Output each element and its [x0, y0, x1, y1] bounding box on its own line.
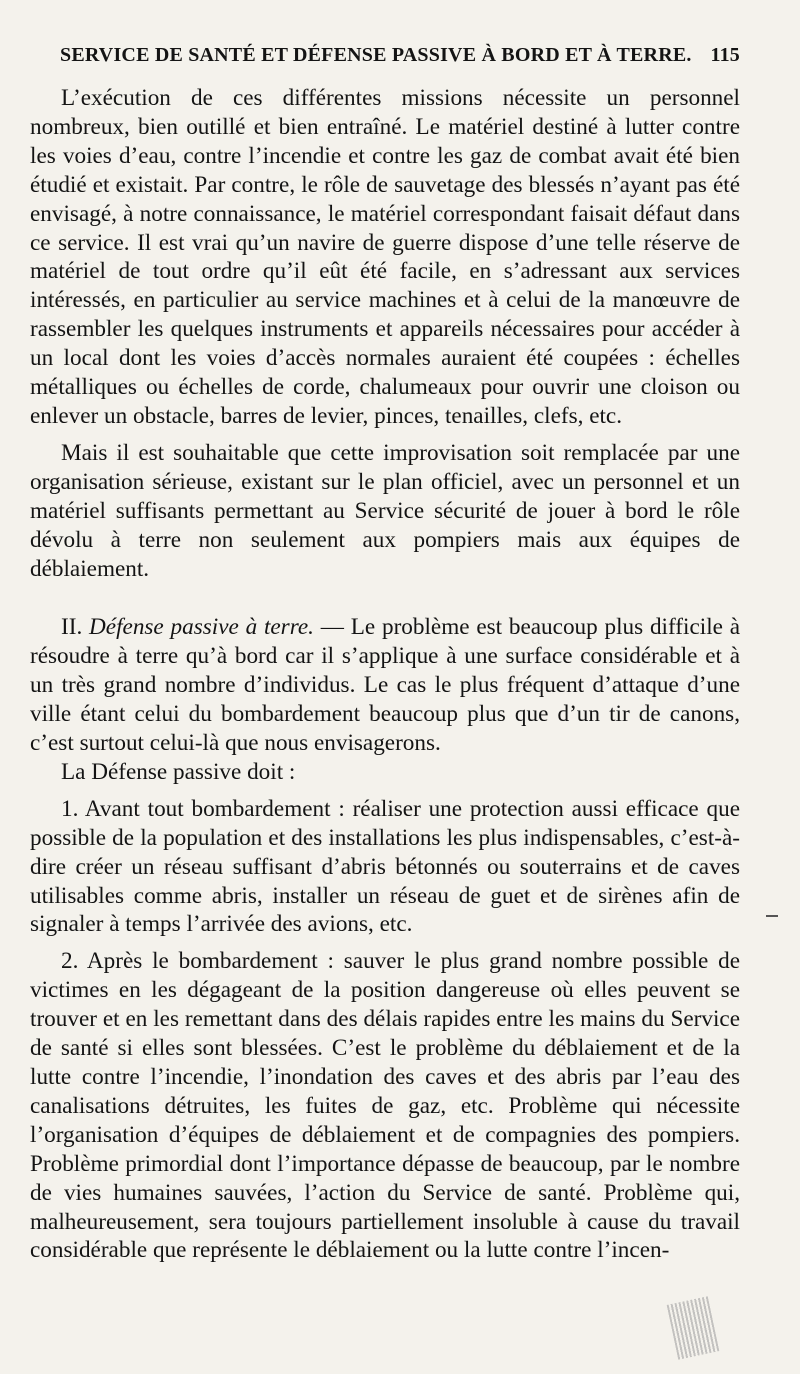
section-title: Défense passive à terre. [89, 614, 314, 641]
paragraph-3 [30, 613, 740, 758]
scan-artifact [667, 1296, 720, 1360]
paragraph-5: 1. Avant tout bombardement : réaliser une protection aussi efficace que possible de la population et des installations les plus indispensables, c’est-à-dire créer un réseau suffisant d’abris bétonnés ou souterrains et de caves utilisables comme abris, installer un réseau de guet et de sirènes afin de signaler à temps l’arrivée des avions, etc. [30, 795, 740, 938]
paragraph-1: L’exécution de ces différentes missions nécessite un personnel nombreux, bien outillé et bien entraîné. Le matériel destiné à lutter contre les voies d’eau, contre l’incendie et contre les gaz de combat avait été bien étudié et existait. Par contre, le rôle de sauvetage des blessés n’ayant pas été envisagé, à notre connaissance, le matériel correspondant faisait défaut dans ce service. Il est vrai qu’un navire de guerre dispose d’une telle réserve de matériel de tout ordre qu’il eût été facile, en s’adressant aux services intéressés, en particulier au service machines et à celui de la manœuvre de rassembler les quelques instruments et appareils nécessaires pour accéder à un local dont les voies d’accès normales auraient été coupées : échelles métalliques ou échelles de corde, chalumeaux pour ouvrir une cloison ou enlever un obstacle, barres de levier, pinces, tenailles, clefs, etc. [30, 85, 740, 429]
margin-mark [766, 915, 778, 917]
section-number: II. [61, 614, 83, 641]
paragraph-6: 2. Après le bombardement : sauver le plus grand nombre possible de victimes en les dégageant de la position dangereuse où elles peuvent se trouver et en les remettant dans des délais rapides entre les mains du Service de santé si elles sont blessées. C’est le problème du déblaiement et de la lutte contre l’incendie, l’inondation des caves et des abris par l’eau des canalisations détruites, les fuites de gaz, etc. Problème qui nécessite l’organisation d’équipes de déblaiement et de compagnies des pompiers. Problème primordial dont l’importance dépasse de beaucoup, par le nombre de vies humaines sauvées, l’action du Service de santé. Problème qui, malheureusement, sera toujours partiellement insoluble à cause du travail considérable que représente le déblaiement ou la lutte contre l’incen- [30, 948, 740, 1264]
paragraph-2: Mais il est souhaitable que cette improvisation soit remplacée par une organisation sérieuse, existant sur le plan officiel, avec un personnel et un matériel suffisants permettant au Service sécurité de jouer à bord le rôle dévolu à terre non seulement aux pompiers mais aux équipes de déblaiement. [30, 439, 740, 582]
section-text: — Le problème est beaucoup plus difficile à résoudre à terre qu’à bord car il s’applique à une surface considérable et à un très grand nombre d’individus. Le cas le plus fréquent d’attaque d’une ville étant celui du bombardement beaucoup plus que d’un tir de canons, c’est surtout celui-là que nous envisagerons. [30, 614, 741, 757]
header-title: SERVICE DE SANTÉ ET DÉFENSE PASSIVE À BORD ET À TERRE. [60, 44, 692, 66]
page-body [30, 84, 740, 1265]
running-header [60, 44, 740, 67]
paragraph-4: La Défense passive doit : [61, 758, 296, 785]
page-number: 115 [710, 44, 740, 66]
